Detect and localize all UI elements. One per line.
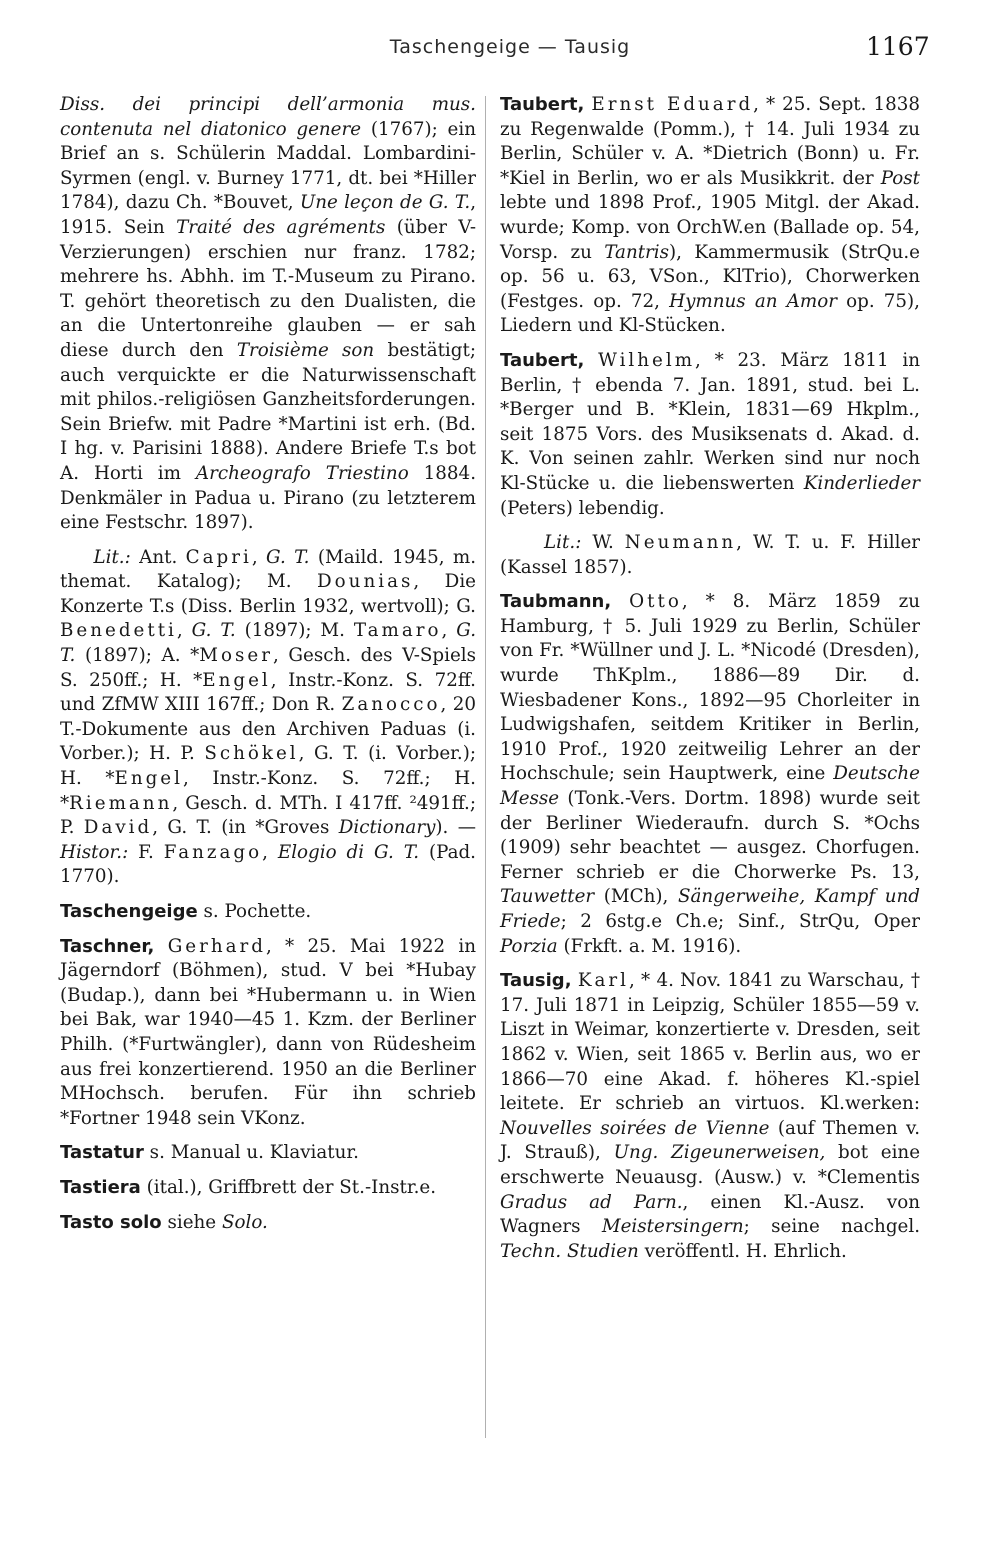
right-column xyxy=(500,93,920,1274)
entry-taubert-wilhelm: Taubert, Wilhelm, * 23. März 1811 in Berlin, † ebenda 7. Jan. 1891, stud. bei L. *Berger und B. *Klein, 1831—69 Hkplm., seit 1875 Vors. des Musiksenats d. Akad. d. K. Von seinen zahlr. Werken sind nur noch Kl-Stücke u. die liebenswerten Kinderlieder (Peters) lebendig. xyxy=(500,349,921,519)
page-number: 1167 xyxy=(866,32,930,61)
entry-tastatur: Tastatur s. Manual u. Klaviatur. xyxy=(60,1142,359,1164)
entry-continuation: Diss. dei principi dell’armonia mus. contenuta nel diatonico genere (1767); ein Brief an s. Schülerin Maddal. Lombardini-Syrmen (engl. v. Burney 1771, dt. bei *Hiller 1784), dazu Ch. *Bouvet, Une leçon de G. T., 1915. Sein Traité des agréments (über V-Verzierungen) erschien nur franz. 1782; mehrere hs. Abhh. im T.-Museum zu Pirano. T. gehört theoretisch zu den Dualisten, die an die Untertonreihe glauben — er sah diese durch den Troisième son bestätigt; auch verquickte er die Naturwissenschaft mit philos.-religiösen Ganzheitsforderungen. Sein Briefw. mit Padre *Martini ist erh. (Bd. I hg. v. Parisini 1888). Andere Briefe T.s bot A. Horti im Archeografo Triestino 1884. Denkmäler in Padua u. Pirano (zu letzterem eine Festschr. 1897). xyxy=(60,94,477,534)
literature-paragraph: Lit.: Ant. Capri, G. T. (Maild. 1945, m. themat. Katalog); M. Dounias, Die Konzerte T.s (Diss. Berlin 1932, wertvoll); G. Benedetti, G. T. (1897); M. Tamaro, G. T. (1897); A. *Moser, Gesch. des V-Spiels S. 250ff.; H. *Engel, Instr.-Konz. S. 72ff. und ZfMW XIII 167ff.; Don R. Zanocco, 20 T.-Dokumente aus den Archiven Paduas (i. Vorber.); H. P. Schökel, G. T. (i. Vorber.); H. *Engel, Instr.-Konz. S. 72ff.; H. *Riemann, Gesch. d. MTh. I 417ff. ²491ff.; P. David, G. T. (in *Groves Dictionary). — Histor.: F. Fanzago, Elogio di G. T. (Pad. 1770). xyxy=(60,546,477,888)
running-header: Taschengeige — Tausig xyxy=(389,36,631,58)
entry-tasto-solo: Tasto solo siehe Solo. xyxy=(60,1211,268,1233)
headword: Tausig, xyxy=(500,970,572,992)
headword: Taschner, xyxy=(60,935,155,957)
entry-tastiera: Tastiera (ital.), Griffbrett der St.-Instr.e. xyxy=(60,1176,437,1198)
entry-taubmann: Taubmann, Otto, * 8. März 1859 zu Hamburg, † 5. Juli 1929 zu Berlin, Schüler von Fr. *Wüllner und J. L. *Nicodé (Dresden), wurde ThKplm., 1886—89 Dir. d. Wiesbadener Kons., 1892—95 Chorleiter in Ludwigshafen, seitdem Kritiker in Berlin, 1910 Prof., 1920 zeitweilig Lehrer an der Hochschule; sein Hauptwerk, eine Deutsche Messe (Tonk.-Vers. Dortm. 1898) wurde seit der Berliner Wiederaufn. durch S. *Ochs (1909) sehr beachtet — ausgez. Chorfugen. Ferner schrieb er die Chorwerke Ps. 13, Tauwetter (MCh), Sängerweihe, Kampf und Friede; 2 6stg.e Ch.e; Sinf., StrQu, Oper Porzia (Frkft. a. M. 1916). xyxy=(500,591,920,957)
entry-taschengeige: Taschengeige s. Pochette. xyxy=(60,901,312,922)
headword: Taubert, xyxy=(500,349,585,371)
entry-taschner: Taschner, Gerhard, * 25. Mai 1922 in Jägerndorf (Böhmen), stud. V bei *Hubay (Budap.), dann bei *Hubermann u. in Wien bei Bak, war 1940—45 1. Kzm. der Berliner Philh. (*Furtwängler), dann von Rüdesheim aus frei konzertierend. 1950 an die Berliner MHochsch. berufen. Für ihn schrieb *Fortner 1948 sein VKonz. xyxy=(60,935,476,1129)
headword: Tasto solo xyxy=(60,1211,162,1233)
entry-tausig: Tausig, Karl, * 4. Nov. 1841 zu Warschau, † 17. Juli 1871 in Leipzig, Schüler 1855—59 v. Liszt in Weimar, konzertierte v. Dresden, seit 1862 v. Wien, seit 1865 v. Berlin aus, wo er 1866—70 eine Akad. f. höheres Kl.-spiel leitete. Er schrieb an virtuos. Kl.werken: Nouvelles soirées de Vienne (auf Themen v. J. Strauß), Ung. Zigeunerweisen, bot eine erschwerte Neuausg. (Ausw.) v. *Clementis Gradus ad Parn., einen Kl.-Ausz. von Wagners Meistersingern; seine nachgel. Techn. Studien veröffentl. H. Ehrlich. xyxy=(500,970,921,1262)
headword: Taschengeige xyxy=(60,901,198,922)
taubert-literature: Lit.: W. Neumann, W. T. u. F. Hiller (Kassel 1857). xyxy=(500,532,921,578)
headword: Taubert, xyxy=(500,94,585,115)
column-divider xyxy=(485,96,486,1438)
left-column xyxy=(60,93,476,1245)
entry-taubert-ernst: Taubert, Ernst Eduard, * 25. Sept. 1838 zu Regenwalde (Pomm.), † 14. Juli 1934 zu Berlin, Schüler v. A. *Dietrich (Bonn) u. Fr. *Kiel in Berlin, wo er als Musikkrit. der Post lebte und 1898 Prof., 1905 Mitgl. der Akad. wurde; Komp. von OrchW.en (Ballade op. 54, Vorsp. zu Tantris), Kammermusik (StrQu.e op. 56 u. 63, VSon., KlTrio), Chorwerken (Festges. op. 72, Hymnus an Amor op. 75), Liedern und Kl-Stücken. xyxy=(500,94,921,337)
headword: Tastiera xyxy=(60,1176,141,1198)
headword: Tastatur xyxy=(60,1142,144,1164)
headword: Taubmann, xyxy=(500,591,612,613)
